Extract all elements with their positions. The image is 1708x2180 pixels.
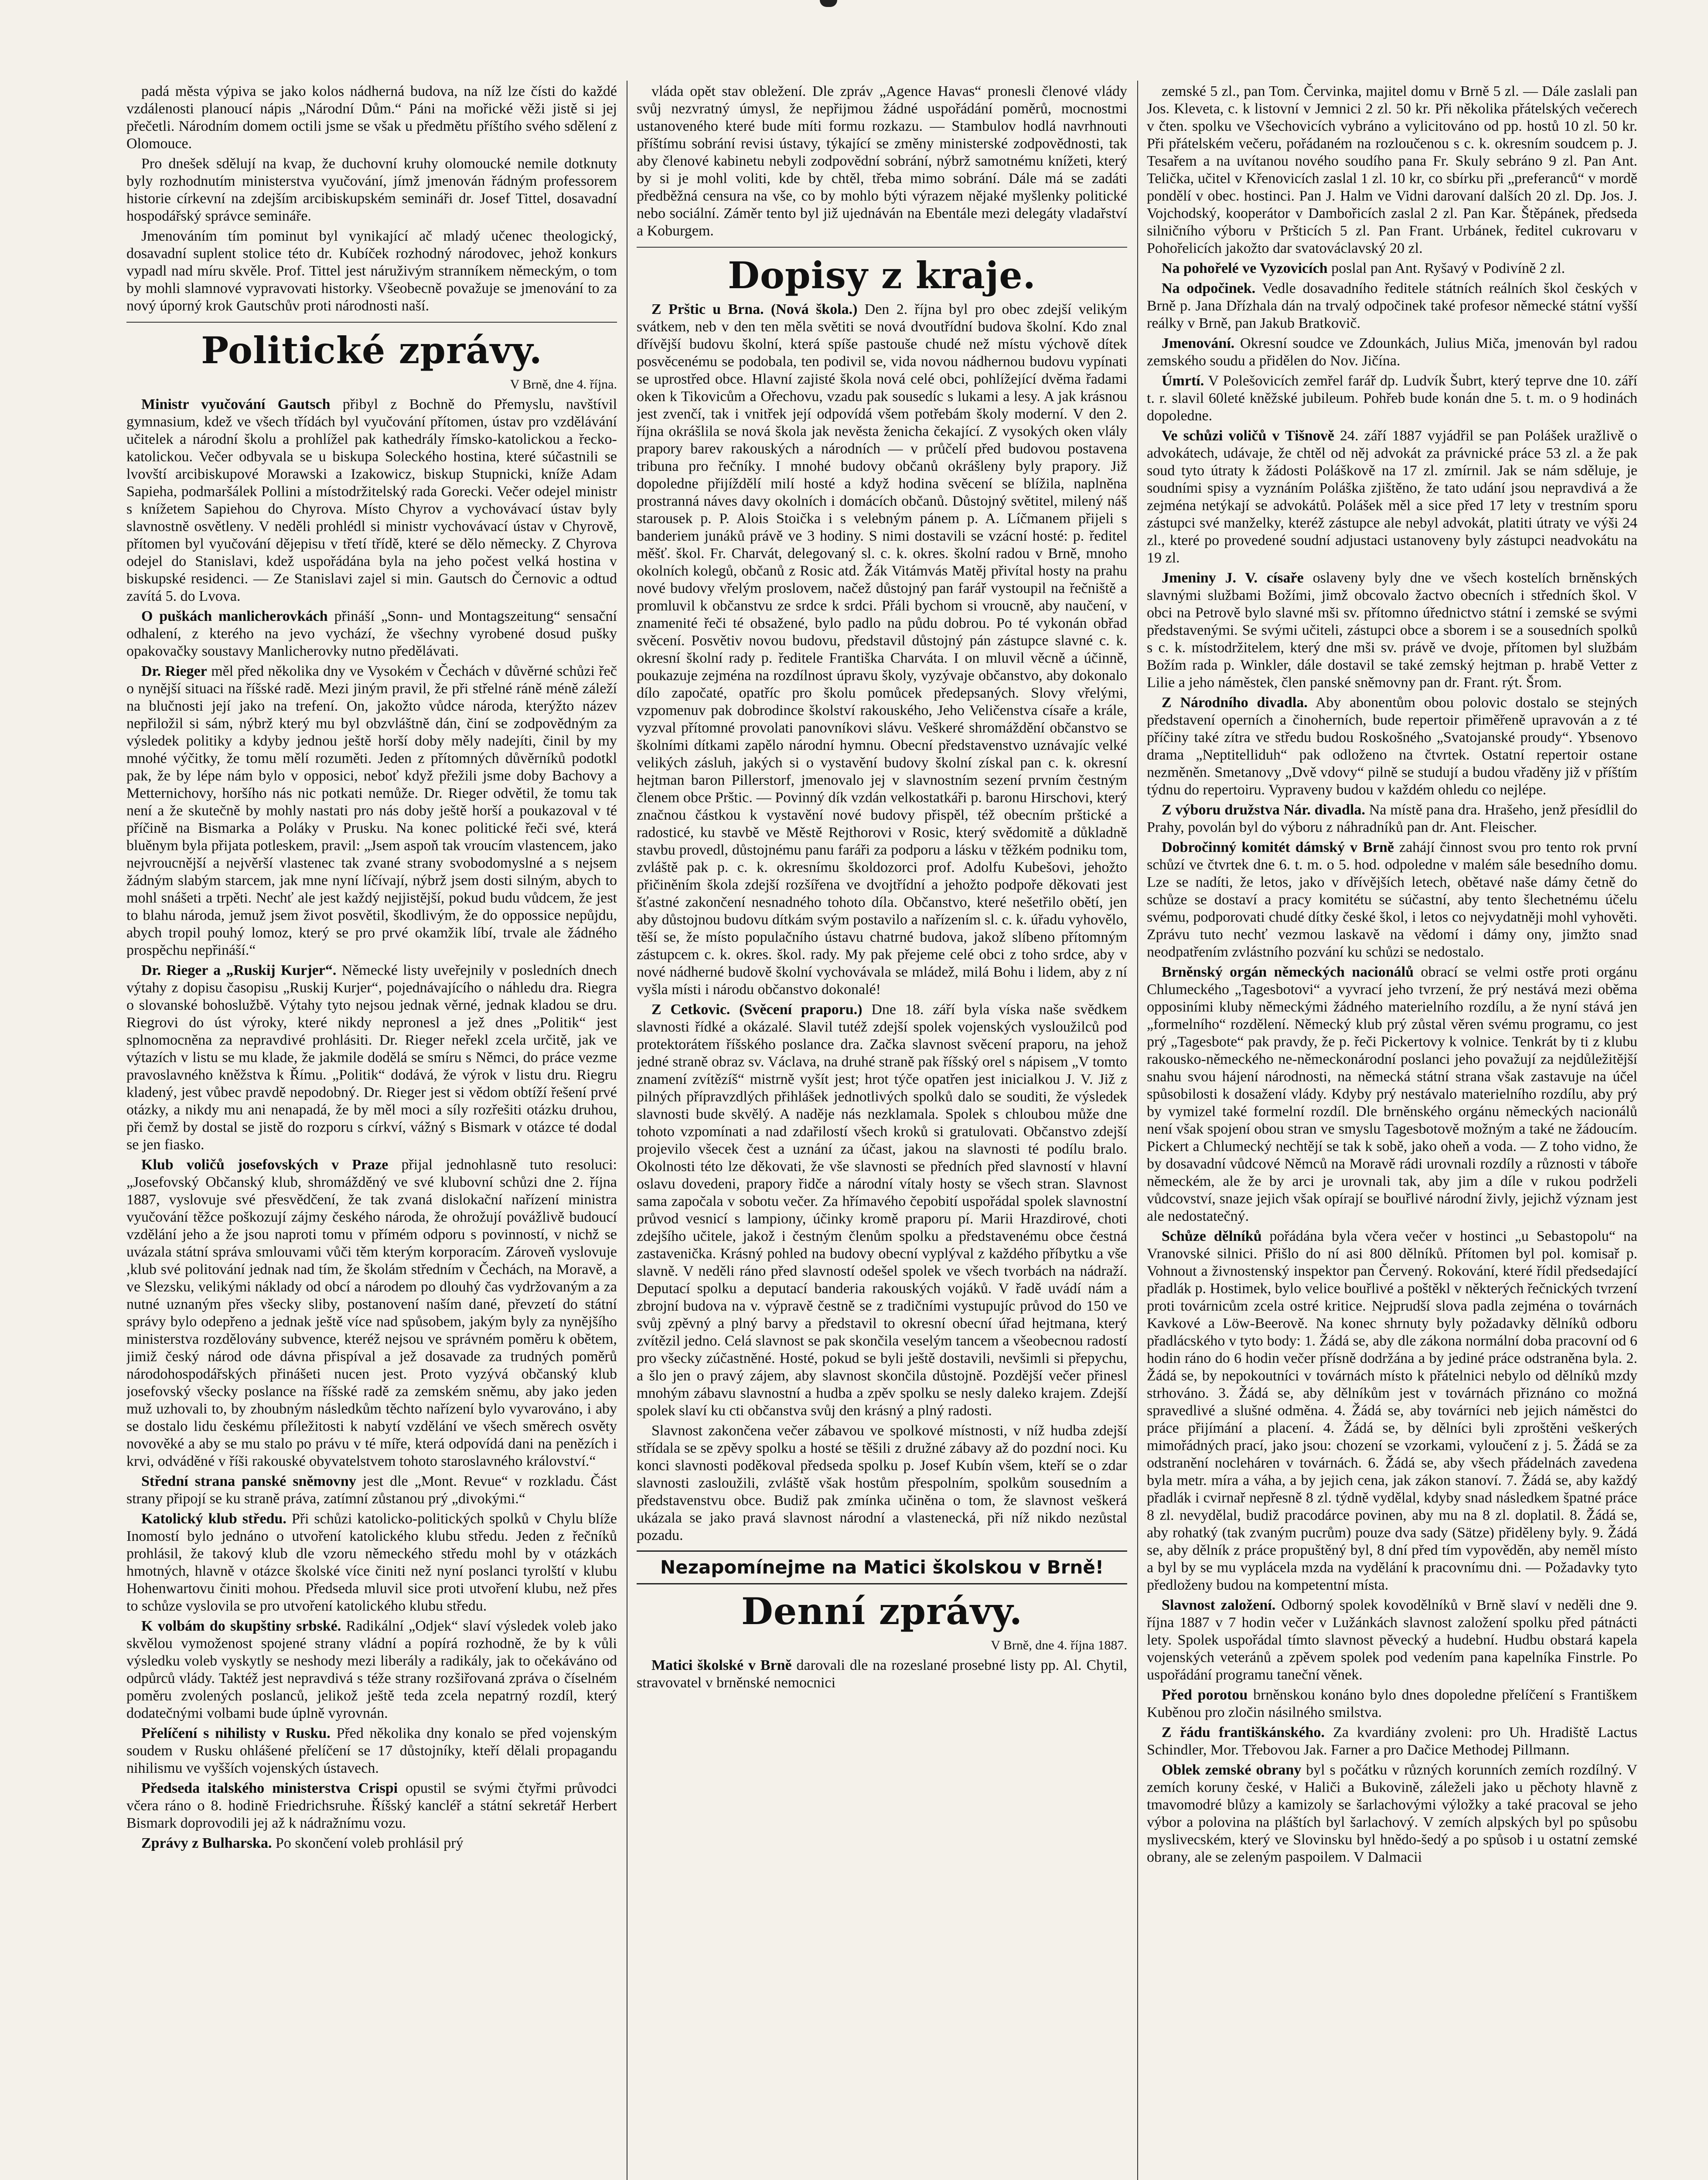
- paragraph: Slavnost zakončena večer zábavou ve spolkové místnosti, v níž hudba zdejší střídala se se zpěvy spolku a hosté se těšili z družné zábavy až do pozdní noci. Ku konci slavnosti poděkoval předseda spolku p. Josef Kubín všem, kteří se o zdar slavnosti zasloužili, zvláště však hostům přespolním, spolkům sousedním a představenstvu obce. Budiž pak zmínka učiněna o tom, že slavnost veškerá ukázala se jako pravá slavnost národní a vlastenecká, při níž nikdo nezůstal pozadu.: [637, 1423, 1127, 1543]
- article-headline: Z Prštic u Brna. (Nová škola.): [651, 301, 858, 317]
- dateline: V Brně, dne 4. října 1887.: [991, 1638, 1127, 1652]
- paragraph: Pro dnešek sdělují na kvap, že duchovní kruhy olomoucké nemile dotknuty byly rozhodnutím ministerstva vyučování, jímž jmenován řádným professorem historie církevní na zdejším arcibiskupském semináři dr. Josef Tittel, dosavadní hospodářský správce semináře.: [126, 156, 617, 224]
- article: [1147, 1228, 1637, 1594]
- article: [1147, 801, 1637, 836]
- article-headline: Přelíčení s nihilisty v Rusku.: [141, 1725, 331, 1741]
- article-body: zahájí činnost svou pro tento rok první schůzí ve čtvrtek dne 6. t. m. o 5. hod. odpoledne v malém sále besedního domu. Lze se nadíti, že letos, jako v dřívějších letech, obětavé naše dámy četně do schůze se dostaví a pracy komitétu se súčastní, aby tento šlechetnému účelu svému, podporovati chudé dítky české škol, i letos co nejvydatněji mohl vyhověti. Zprávu tuto nechť vezmou laskavě na vědomí i dámy ony, jimžto snad neodpatřením zvlástního pozvání ku schůzi se nedostalo.: [1147, 839, 1637, 960]
- article: [1147, 1686, 1637, 1721]
- article-body: Radikální „Odjek“ slaví výsledek voleb jako skvělou vymoženost spojené strany vládní a popírá rozhodně, že by k vůli výsledku voleb vyskytly se neshody mezi liberály a radikály, jak to očekáváno od odpůrců vlády. Taktéž jest nepravdivá s téže strany rozšiřovaná zpráva o číselném poměru zvolených poslanců, jelikož ještě teda zcela nepatrný rozdíl, který dodatečnými volbami bude úplně vyrovnán.: [126, 1618, 617, 1721]
- article-body: Dne 18. září byla víska naše svědkem slavnosti řídké a okázalé. Slavil tutéž zdejší spolek vojenských vysloužilců pod protektorátem říšského poslance dra. Začka slavnost svěcení praporu, na jehož jedné straně obraz sv. Václava, na druhé straně pak říšský orel s nápisem „V tomto znamení zvítězíš“ mistrně vyšít jest; hrot týče opatřen jest inicialkou J. V. Již z pilných přípravzdlých přihlášek jednotlivých spolků dalo se souditi, že výsledek slavnosti bude skvělý. A naděje nás nezklamala. Spolek s chloubou může dne tohoto vzpomínati a nad zdařilostí všech kroků si gratulovati. Občanstvo zdejší projevilo všecek čest a uznání za účast, jakou na slavnosti té podílu bralo. Okolnosti této lze děkovati, že vše slavnosti se předních před slavností v hlavní oslavu dovedeni, prapory řidče a národní vítaly hosty se všech stran. Slavnost sama započala v sobotu večer. Za hřímavého čepobití uspořádal spolek slavnostní průvod vesnicí s lampiony, účinky kromě praporu pí. Marii Hrazdirové, choti zdejšího učitele, jakož i čestným členům spolku a představenému obce čestná zastavenička. Krásný pohled na budovy obecní vyplýval z každého příbytku a vše slavně. V neděli ráno před slavností odešel spolek ve všech tvorbách na nádraží. Deputací spolku a deputací banderia rakouských vojáků. V řadě uvádí nám a zbrojní budova na v. výpravě čestně se z tradičními vystupujíc průvod do 150 ve svůj zpěvný a plný barvy a představil to okresní obecní úřad hejtmana, který zvítězil jedno. Celá slavnost se pak skončila veselým tancem a všeobecnou radostí pro všecky zúčastněné. Hosté, pokud se byli ještě dostavili, nevšimli si přepychu, a šlo jen o pravý zájem, aby slavnost skončila důstojně. Pozdější večer přinesl mnohým zábavu slavnostní a hudba a zpěv spolku se nesly daleko krajem. Zdejší spolek slaví ku cti občanstva svůj den krásný a plný radosti.: [637, 1001, 1127, 1419]
- article-headline: Ve schůzi voličů v Tišnově: [1162, 428, 1334, 444]
- matice-banner: Nezapomínejme na Matici školskou v Brně!: [637, 1550, 1127, 1584]
- article: [1147, 569, 1637, 691]
- article-headline: Matici školské v Brně: [651, 1657, 792, 1673]
- article-headline: Jmenování.: [1162, 335, 1235, 351]
- article: [126, 608, 617, 660]
- article-body: poslal pan Ant. Ryšavý v Podivíně 2 zl.: [1331, 260, 1565, 276]
- article-body: přináší „Sonn- und Montagszeitung“ sensační odhalení, z kterého na jevo vychází, že všechny vyrobené dosud pušky opakovačky soustavy Manlicherovky nutno předělávati.: [126, 608, 617, 659]
- article: [126, 1473, 617, 1508]
- article-body: Při schůzi katolicko-politických spolků v Chylu blíže Inomostí bylo jednáno o utvoření katolického klubu středu. Jeden z řečníků prohlásil, že takový klub dle vzoru německého středu mohl by v otázkách hmotných, hlavně v otázce školské více činiti než nyní poslanci tyrolští v klubu Hohenwartovu činiti mohou. Předseda mluvil sice proti utvoření klubu, než přes to schůze vyslovila se pro utvoření katolického klubu středu.: [126, 1511, 617, 1614]
- article: [126, 1156, 617, 1470]
- article-body: Před několika dny konalo se před vojenským soudem v Rusku ohlášené přelíčení se 17 důstojníky, kteří dělali propagandu nihilismu ve vyšších vojenských ústavech.: [126, 1725, 617, 1776]
- article-body: brněnskou konáno bylo dnes dopoledne přelíčení s Františkem Kuběnou pro zločin násilného smilstva.: [1147, 1687, 1637, 1720]
- article: [1147, 839, 1637, 961]
- article: [1147, 694, 1637, 799]
- article-body: byl s počátku v různých korunních zemích rozdílný. V zemích koruny české, v Haliči a Bukovině, záleželi jako u pěchoty hlavně z tmavomodré blůzy a kamizoly se šarlachovými výložky a také pracoval se jeho výbor a polovina na pláštích byl šarlachový. V zemích alpských byl po spůsobu myslivecském, který ve Slovinsku byl hnědo-šedý a po spůsob i u ostatní zemské obrany, ale se zeleným paspoilem. V Dalmacii: [1147, 1762, 1637, 1865]
- article-headline: Brněnský orgán německých nacionálů: [1162, 964, 1414, 980]
- article-headline: Dr. Rieger a „Ruskij Kurjer“.: [141, 962, 337, 978]
- article-headline: Na pohořelé ve Vyzovicích: [1162, 260, 1328, 276]
- paragraph: vláda opět stav obležení. Dle zpráv „Agence Havas“ pronesli členové vlády svůj nezvratný úmysl, že nepřijmou žádné uspořádání poměrů, mocnostmi ustanoveného které bude míti formu rozkazu. — Stambulov hodlá navrhnouti příštímu sobrání revisi ústavy, týkající se změny ministerské zodpovědnosti, tak aby členové kabinetu nebyli zodpovědní sobrání, nýbrž samotnému knížeti, který by si je mohl voliti, kde by chtěl, třeba mimo sobrání. Dále má se zadáti předběžná censura na vše, co by mohlo býti výrazem nějaké myšlenky politické nebo sociální. Záměr tento byl již ujednáván na Ebentále mezi delegáty vladařství a Koburgem.: [637, 83, 1127, 239]
- article: [126, 1618, 617, 1722]
- article-headline: Ministr vyučování Gautsch: [141, 396, 331, 412]
- article-body: 24. září 1887 vyjádřil se pan Polášek uražlivě o advokátech, udávaje, že chtěl od něj advokát za právnické práce 53 zl. a že pak soud tyto útraty k žádosti Poláškově na 17 zl. zmírnil. Jak se nám sděluje, je soudními spisy a vyznáním Poláška zjištěno, že tato udání jsou nepravdivá a že zejména netýkají se advokátů. Polášek měl a sice před 17 lety v trestním sporu zástupci své manželky, kteréž zástupce ale nebyl advokát, platiti útraty ve výši 24 zl., které po provedené soudní adjustaci ustanoveny byly zástupci neadvokátu na 19 zl.: [1147, 428, 1637, 566]
- article: [1147, 1597, 1637, 1684]
- column-rule: [1137, 81, 1138, 2180]
- divider: [126, 322, 617, 323]
- column-2: [637, 83, 1127, 2180]
- article-headline: Klub voličů josefovských v Praze: [141, 1157, 389, 1173]
- section-title-dopisy-z-kraje: Dopisy z kraje.: [728, 254, 1036, 297]
- paragraph: Jmenováním tím pominut byl vynikající ač mladý učenec theologický, dosavadní suplent stolice této dr. Kubíček rozhodný národovec, jehož konkurs vypadl nad míru skvěle. Prof. Tittel jest náruživým stranníkem německým, o tom by mohli slamnové vypravovati historky. Všeobecně považuje se jmenování to za nový úporný krok Gautschův proti národnosti naší.: [126, 228, 617, 314]
- article-body: opustil se svými čtyřmi průvodci včera ráno o 8. hodině Friedrichsruhe. Říšský kancléř a státní sekretář Herbert Bismark doprovodili jej až k nádražnímu vozu.: [126, 1780, 617, 1831]
- article: [1147, 372, 1637, 425]
- article-headline: Na odpočinek.: [1162, 280, 1256, 296]
- page-edge-mark: [820, 0, 837, 7]
- article: [1147, 964, 1637, 1225]
- article-headline: K volbám do skupštiny srbské.: [141, 1618, 341, 1634]
- section-title-politicke-zpravy: Politické zprávy.: [201, 329, 542, 372]
- article: [637, 1657, 1127, 1692]
- dateline: V Brně, dne 4. října.: [510, 377, 617, 392]
- article-headline: Před porotou: [1162, 1687, 1248, 1703]
- article: [126, 962, 617, 1154]
- article-body: jest dle „Mont. Revue“ v rozkladu. Část strany připojí se ku straně práva, zatímní zůstanou prý „divokými.“: [126, 1473, 617, 1507]
- article: [1147, 1761, 1637, 1866]
- article-body: oslaveny byly dne ve všech kostelích brněnských slavnými službami Božími, jimž obcovalo žactvo obecních i středních škol. V obci na Petrově bylo slavné mši sv. přítomno úřednictvo státní i zemské se svými představenými. Se svými učiteli, zástupci obce a sborem i se a sousedních spolků s c. k. místodržitelem, který dne mši sv. právě ve dvoje, přítomen byl službám Božím rada p. Winkler, dále dostavil se také zemský hejtman p. hrabě Vetter z Lilie a jeho náměstek, člen panské sněmovny pan dr. Frant. rýt. Šrom.: [1147, 570, 1637, 691]
- article-headline: Z výboru družstva Nár. divadla.: [1162, 802, 1365, 818]
- article-body: měl před několika dny ve Vysokém v Čechách v důvěrné schůzi řeč o nynější situaci na říšské radě. Mezi jiným pravil, že při střelné ráně méně záleží na blučnosti její jako na trefení. On, jakožto vůdce národa, kterýžto název nepřiložil si sám, nýbrž který mu byl obzvláštně dán, činí se zodpovědným za výsledek politiky a kdyby jednou ještě horší doby měly nadejíti, činil by my mnohé výčitky, že tomu mělí rozuměti. Jeden z přítomných důvěrníků podotkl pak, že by lépe nám bylo v opposici, neboť když přežili jsme doby Bachovy a Metternichovy, horšího nás nic potkati nemůže. Dr. Rieger odvětil, že tomu tak není a že skutečně by mohly nastati pro nás doby ještě horší a poukazoval v té příčině na Bismarka a Poláky v Prusku. Na konec politické řeči své, která bluěnym byla přijata potleskem, pravil: „Jsem aspoň tak vroucím vlastencem, jako nejvroucnější a nejvěrší vlastenec tak zvané strany svobodomyslné a s nejsem žádným slabým starcem, jak mne nyní líčívají, nýbrž jsem dosti silným, abych to mohl snášeti a trpěti. Nechť ale jest každý nejjistější, pokud budu vůdcem, že jest to blahu národa, jemuž jsem život posvětil, škodlivým, že do oppossice nepůjdu, abych tropil pouhý lomoz, který se pro prvé okamžik líbí, trvale ale žádného prospěchu nepřináší.“: [126, 663, 617, 958]
- article-headline: Zprávy z Bulharska.: [141, 1835, 272, 1851]
- article-headline: Jmeniny J. V. císaře: [1162, 570, 1304, 586]
- article-headline: Schůze dělníků: [1162, 1228, 1262, 1244]
- article-body: darovali dle na rozeslané prosebné listy pp. Al. Chytil, stravovatel v brněnské nemocnici: [637, 1657, 1127, 1691]
- article-body: Po skončení voleb prohlásil prý: [275, 1835, 464, 1851]
- article-body: Za kvardiány zvoleni: pro Uh. Hradiště Lactus Schindler, Mor. Třebovou Jak. Farner a pro Dačice Methodej Pillmann.: [1147, 1724, 1637, 1758]
- article-headline: Z Národního divadla.: [1162, 695, 1308, 711]
- article-headline: Střední strana panské sněmovny: [141, 1473, 356, 1489]
- article-headline: Předseda italského ministerstva Crispi: [141, 1780, 398, 1796]
- article-headline: O puškách manlicherovkách: [141, 608, 328, 624]
- article-headline: Dobročinný komitét dámský v Brně: [1162, 839, 1394, 855]
- article-headline: Úmrtí.: [1162, 373, 1204, 389]
- article-body: Okresní soudce ve Zdounkách, Julius Miča, jmenován byl radou zemského soudu a přidělen do Nov. Jičína.: [1147, 335, 1637, 369]
- article-body: Aby abonentům obou polovic dostalo se stejných představení operních a činoherních, bude repertoir přiměřeně upravován a z té příčiny také zítra ve středu budou Roskošného „Svatojanské proudy“. Ybsenovo drama „Neptitelliduh“ pak odloženo na čtvrtek. Ostatní repertoir ostane nezměněn. Smetanovy „Dvě vdovy“ pilně se studují a budou vřaděny již v příštím týdnu do repertoiru. Vypraveny budou v každém ohledu co nejlépe.: [1147, 695, 1637, 798]
- article-headline: Oblek zemské obrany: [1162, 1762, 1302, 1778]
- article-headline: Dr. Rieger: [141, 663, 207, 679]
- article-headline: Katolický klub středu.: [141, 1511, 286, 1527]
- article: [126, 1835, 617, 1852]
- article: [637, 1001, 1127, 1420]
- article-body: Na místě pana dra. Hrašeho, jenž přesídlil do Prahy, povolán byl do výboru z náhradníků pan dr. Ant. Fleischer.: [1147, 802, 1637, 835]
- article: [1147, 427, 1637, 567]
- article-headline: Z Cetkovic. (Svěcení praporu.): [651, 1001, 863, 1018]
- article-body: Vedle dosavadního ředitele státních reálních škol českých v Brně p. Jana Dřízhala dán na trvalý odpočinek také profesor německé státní vyšší reálky v Brně, pan Jakub Bratkovič.: [1147, 280, 1637, 331]
- article: [126, 396, 617, 605]
- paragraph: zemské 5 zl., pan Tom. Červinka, majitel domu v Brně 5 zl. — Dále zaslali pan Jos. Kleveta, c. k listovní v Jemnici 2 zl. 50 kr. Při několika přátelských večerech v čten. spolku ve Všechovicích vybráno a vylicitováno od pp. hostů 10 zl. 50 kr. Při přátelském večeru, pořádaném na rozloučenou s c. k. okresním soudcem p. J. Tesařem a na uvítanou nového soudího pana Fr. Skuly sebráno 9 zl. Pan Ant. Telička, učitel v Křenovicích zaslal 1 zl. 10 kr, co sbírku při „preferanců“ v mordě pondělí v obec. hostinci. Pan J. Halm ve Vidni darovaní dalších 20 zl. Dp. Jos. J. Vojchodský, kooperátor v Dambořicích zaslal 2 zl. Pan Kar. Štěpánek, předseda silničního výboru v Pršticích 5 zl. Pan Frant. Urbánek, ředitel cukrovaru v Pohořelicích jakožto dar svatováclavský 20 zl.: [1147, 83, 1637, 256]
- article: [637, 301, 1127, 998]
- article-body: Den 2. října byl pro obec zdejší velikým svátkem, neb v den ten měla světiti se nová dvoutřídní budova školní. Kdo znal dřívější budovu školní, která spíše pastouše chudé než místu výchově dítek posvěcenému se podobala, ten podivil se, vida novou nádhernou budovu vypínati se uprostřed obce. Hlavní zajisté škola nová celé obci, pohlížející dvěma řadami oken k Tikovicům a Ořechovu, vzadu pak sousedíc s lukami a lesy. A jak krásnou jest zvenčí, tak i vnitřek její odpovídá všem potřebám školy moderní. V den 2. října okrášlila se nová škola jak nevěsta ženicha čekající. Z vysokých oken vlály prapory barev rakouských a národních — v průčelí před budovou postavena tribuna pro řečníky. I mnohé budovy občanů okrášleny byly prapory. Již dopoledne přijíždělí milí hosté a když hodina svěcení se blížila, naplněna prostranná náves davy okolních i domácích občanů. Důstojný světitel, milený náš starousek p. P. Alois Stoička i s velebným pánem p. A. Líčmanem přijeli s banderiem junáků právě ve 3 hodiny. S nimi dostavili se vzácní hosté: p. ředitel měšť. škol. Fr. Charvát, delegovaný sl. c. k. okres. školní radou v Brně, mnoho okolních kolegů, občanů z Rosic atd. Žák Vitámvás Matěj přivítal hosty na prahu nové budovy vřelým proslovem, načež důstojný pan farář vystoupil na řečniště a promluvil k občanstvu ze srdce k srdci. Přáli bychom si vroucně, aby naučení, v znamenité řeči té obsažené, bylo padlo na půdu dobrou. Po té vykonán obřad svěcení. Posvětiv novou budovu, představil důstojný pán zástupce slavné c. k. okresní školní rady p. ředitele Františka Charváta. I on mluvil věcně a účinně, poukazuje zejména na rozdílnost úpravu školy, vyzývaje občanstvo, aby dokonalo dílo započaté, opatříc pro školu pomůcek předepsaných. Slovy vřelými, vzpomenuv pak dobrodince školství rakouského, Jeho Veličenstva císaře a krále, vyzval přítomné provolati panovníkovi slávu. Veškeré shromáždění občanstvo se školními dítkami zapělo národní hymnu. Obecní představenstvo uznávajíc velké velikých zásluh, jakých si o vystavění budovy školní získal pan c. k. okresní hejtman baron Pillerstorf, jmenovalo jej v slavnostním sezení prvním čestným členem obce Prštic. — Povinný dík vzdán velkostatkáři p. baronu Hirschovi, který značnou částkou k vystavění nové budovy přispěl, též obecním prštické a radosticé, ku stavbě ve Městě Rejthorovi v Rosic, který svědomitě a důkladně stavbu provedl, důstojnému panu faráři za podporu a lásku v těžkém podniku tom, zvláště pak p. c. k. okresnímu školdozorci prof. Adolfu Kubešovi, jehožto přičiněním škola zdejší rozšířena ve dvojtřídní a jehožto podpoře děkovati jest šťastné zakončení nesnadného tohoto díla. Občanstvo, které nešetřilo obětí, jen aby důstojnou budovu dítkám svým postavilo a nařízením sl. c. k. úřadu vyhovělo, těší se, že místo populačního ústavu chatrné budova, jakož slíbeno přítomným zástupcem c. k. okres. škol. rady. My pak přejeme celé obci z toho srdce, aby v nové nádherné budově školní vychovávala se mládež, milá Bohu i lidem, aby z ní vyšla místi i národu občanstvo dokonalé!: [637, 301, 1127, 998]
- article: [1147, 335, 1637, 370]
- article-body: přijal jednohlasně tuto resoluci: „Josefovský Občanský klub, shromážděný ve své klubovní schůzi dne 2. října 1887, vyslovuje své přesvědčení, že tak zvaná dislokační nařízení ministra vyučování těžce poškozují zájmy českého národa, že ohrožují povážlivě budoucí vzdělání jeho a že jsou naproti tomu v přímém odporu s povinností, v nichž se uvázala státní správa smlouvami vůči těm kterým korporacím. Zároveň vyslovuje ,klub své politování jednak nad tím, že školám středním v Čechách, na Moravě, a ve Slezsku, velikými náklady od obcí a národem po dlouhý čas vydržovaným a za nutné uznaným přes všecky sliby, postanovení naším dané, převzetí do státní správy bylo odepřeno a jednak ještě více nad spůsobem, jakým byly za nynějšího ministerstva rozdělovány subvence, kteréž nejsou ve správném poměru k obětem, jimiž český národ ode dávna přispíval a jež dosavade za trudných poměrů národohospodářských přinášeti nucen jest. Proto vyzývá občanský klub josefovský všecky poslance na říšské radě za zemském sněmu, aby jako jeden muž uzhovali to, by zhoubným následkům těchto nařízení bylo vyvarováno, i aby se dostalo lidu českému příležitosti k nabytí vzdělání ve všech směrech osvěty novověké a aby se mu stalo po právu v té míře, která odpovídá dani na penězích i krvi, odváděné v říši rakouské obyvatelstvem tohoto staroslavného království.“: [126, 1157, 617, 1469]
- article: [126, 1725, 617, 1777]
- article: [126, 663, 617, 959]
- article: [1147, 280, 1637, 332]
- section-title-denni-zpravy: Denní zprávy.: [741, 1590, 1023, 1633]
- column-1: [126, 83, 617, 2180]
- article-body: přibyl z Bochně do Přemyslu, navštívil gymnasium, kdež ve všech třídách byl vyučování přítomen, ústav pro vzdělávání učitelek a národní školu a prohlížel pak kathedrály římsko-katolickou a řecko-katolickou. Večer odbyvala se u biskupa Soleckého hostina, které súčastnili se lvovští arcibiskupové Morawski a Izakowicz, biskup Stupnicki, kníže Adam Sapieha, podmaršálek Pollini a místodržitelský rada Gorecki. Večer odejel ministr s knížetem Sapiehou do Chyrova. Místo Chyrov a vychovávací ústav byly slavnostně osvětleny. V neděli prohlédl si ministr vychovávací ústav v Chyrově, přítomen byl vyučování dějepisu v třetí třídě, které se dělo německy. Z Chyrova odejel do Stanislavi, kdež uspořádána byla na jeho počest velká hostina v biskupské residenci. — Ze Stanislavi zajel si min. Gautsch do Černovic a odtud zavítá 5. do Lvova.: [126, 396, 617, 604]
- paragraph: padá města výpiva se jako kolos nádherná budova, na níž lze čísti do každé vzdálenosti planoucí nápis „Národní Dům.“ Páni na mořické věži jistě si jej přečetli. Národním domem octili jsme se však u předmětu příštího svého sdělení z Olomouce.: [126, 83, 617, 152]
- article-body: Odborný spolek kovodělníků v Brně slaví v neděli dne 9. října 1887 v 7 hodin večer v Lužánkách slavnost založení spolku před pátnácti lety. Spolek uspořádal tímto slavnost pěvecký a hudební. Hudbu obstará kapela vojenských veteránů a zpěvem spolek pod vedením pana kapelníka Finstrle. Po uspořádání programu taneční věnek.: [1147, 1597, 1637, 1683]
- article: [1147, 1724, 1637, 1759]
- article-body: obrací se velmi ostře proti orgánu Chlumeckého „Tagesbotovi“ a vyvrací jeho tvrzení, že prý nestává mezi oběma opposiními kluby německými žádného materielního rozdílu, a že nyní stává jen „formelního“ rozdělení. Německý klub prý zůstal věren svému programu, co jest prý „Tagesbote“ pak pravdy, že p. řeči Pickertovy k volnice. Tenkrát by ti z klubu rakousko-německého ne-německonárodní poslanci jeho považují za nejdůležitější snahu svou hájení národnosti, na německá státní strana však zastavuje na účel spůsobilosti k dosažení vlády. Kdyby prý nestávalo materielního rozdílu, aby prý by vymizel také formelní rozdíl. Dle brněnského orgánu německých nacionálů není však spojení obou stran ve smyslu Tagesbotově možným a také ne žádoucím. Pickert a Chlumecký nechtějí se tak k sobě, jako oheň a voda. — Z toho vidno, že by dosavadní vůdcové Němců na Moravě rádi urovnali rozdíly a různosti v táboře německém, ale že by arci je urovnali tak, aby jim a díle v rukou podrželi vůdcovství, snaze jejich však opírají se bouřlivé národní živly, jejichž význam jest ale nedostatečný.: [1147, 964, 1637, 1224]
- article-headline: Slavnost založení.: [1162, 1597, 1276, 1613]
- article-headline: Z řádu františkánského.: [1162, 1724, 1325, 1741]
- article-body: V Polešovicích zemřel farář dp. Ludvík Šubrt, který teprve dne 10. září t. r. slavil 60leté kněžské jubileum. Pohřeb bude konán dne 5. t. m. o 9 hodinách dopoledne.: [1147, 373, 1637, 424]
- article-body: Německé listy uveřejnily v posledních dnech výtahy z dopisu časopisu „Ruskij Kurjer“, pojednávajícího o náhledu dra. Riegra o slovanské bohoslužbě. Výtahy tyto nejsou jednak věrné, jednak kladou se dru. Riegrovi do úst výroky, které nikdy nepronesl a jež dnes „Politik“ jest splnomocněna za nepravdivé prohlásiti. Dr. Rieger neřekl zcela určitě, jak ve výtazích v listu se mu klade, že jakmile dodělá se smíru s Němci, do práce vezme pravoslavného kněžstva k Římu. „Politik“ dodává, že výrok v listu dru. Riegru kladený, jest vůbec pravdě nepodobný. Dr. Rieger jest si vědom obtíží řešení prvé otázky, a nikdy mu ani nenapadá, že by měl moci a síly rozřešiti otázku druhou, při čemž by dostal se jistě do rozporu s církví, vážný s Bismark v otázce té dodal se jen fiasko.: [126, 962, 617, 1153]
- divider: [637, 247, 1127, 248]
- article: [1147, 260, 1637, 277]
- article: [126, 1780, 617, 1832]
- article: [126, 1510, 617, 1615]
- column-3: [1147, 83, 1637, 2180]
- article-body: pořádána byla včera večer v hostinci „u Sebastopolu“ na Vranovské silnici. Přišlo do ní asi 800 dělníků. Přítomen byl pol. komisař p. Vohnout a živnostenský inspektor pan Červený. Rokování, které řídil předsedající přadlák p. Hostimek, bylo velice bouřlivé a poštěkl v některých řečnických tvrzení proti továrnicům zcela ostré kritice. Nejprudší slova padla zejména o továrnách Kavkové a Löw-Beerově. Na konec shrnuty byly požadavky dělníků odboru přadlácského v tyto body: 1. Žádá se, aby dle zákona normální doba pracovní od 6 hodin ráno do 6 hodin večer přísně dodržána a by jediné práce odstraněna byla. 2. Žádá se, by nepokoutníci v továrnách místo k přátelnici nebylo od dělníků mzdy strhováno. 3. Žádá se, aby dělníkům jest v továrnách přiznáno co možná spravedlivé a slušné odměna. 4. Žádá se, aby továrníci neb jejich náměstci do práce přijímání a placení. 4. Žádá se, by dělníci byli zproštěni veškerých mimořádných prací, jako jsou: chození se vzorkami, vyloučení z j. 5. Žádá se za odstranění nocleháren v továrnách. 6. Žádá se, aby všech přádelnách zavedena byla metr. míra a váha, a by jejich cena, jak zákon stanoví. 7. Žádá se, aby každý přadlák i cvirnař nepřesně 8 zl. týdně vydělal, kdyby snad následkem špatné práce 8 zl. nevydělal, budiž pracodárce povinen, aby mu na 8 zl. doplatil. 8. Žádá se, aby rohatký (tak zvaným pucrům) pouze dva sady (Sätze) přiděleny byly. 9. Žádá se, aby dělník z práce propuštěný byl, 8 dní před tím vypověděn, aby neměl místo a byl by se mu vyplácela mzda na vydělání k pracovnímu dni. — Požadavky tyto předloženy budou na kompetentní místa.: [1147, 1228, 1637, 1593]
